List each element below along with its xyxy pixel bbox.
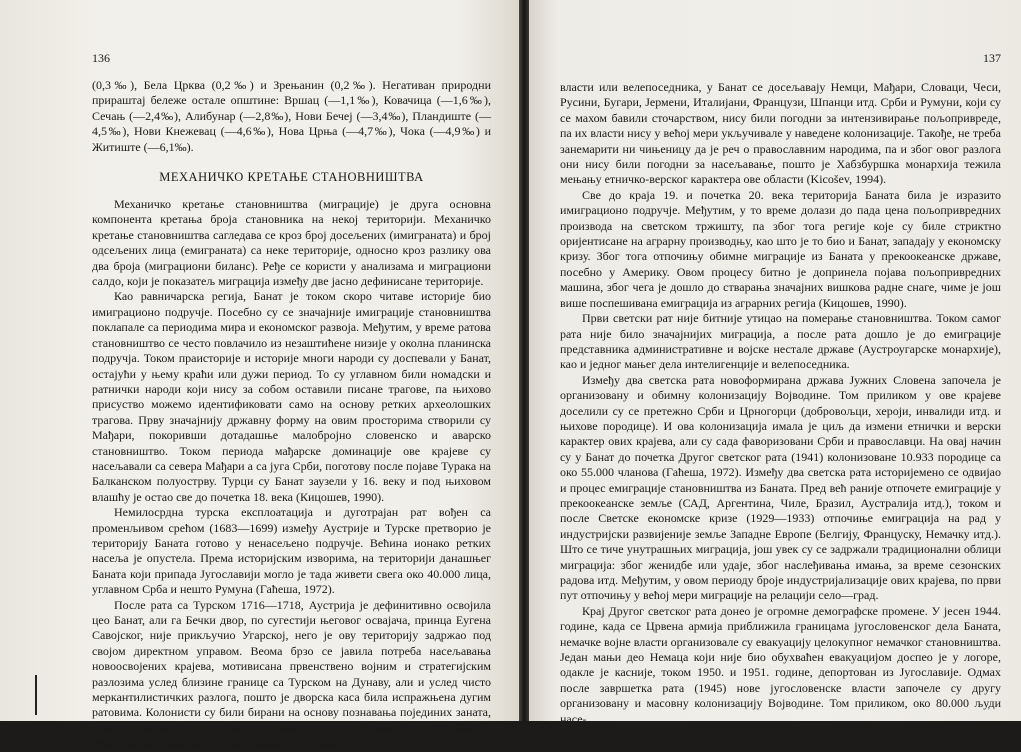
left-page-text xyxy=(92,78,491,752)
paragraph: Крај Другог светског рата донео је огромне демографске промене. У јесен 1944. године, када се Црвена армија приближила границама југословенског дела Баната, немачке војне власти организовале су евакуацију целокупног немачког становништва. Један мањи део Немаца који није био обухваћен евакуацијом доспео је у логоре, одакле је касније, током 1950. и 1951. године, депортован из Југославије. Одмах после завршетка рата (1945) нове југословенске власти започеле су другу организовану и масовну колонизацију Војводине. Том приликом, око 80.000 људи насе- xyxy=(560,603,1001,726)
paragraph: После рата са Турском 1716—1718, Аустрија је дефинитивно освојила цео Банат, али га Бечки двор, по сугестији његовог освајача, принца Еугена Савојског, није прикључио Угарској, него је ову територију задржао под својом директном управом. Веома брзо се јавила потреба насељавања новоосвојених крајева, мотивисана првенствено војним и стратегијским разлозима услед близине границе са Турском на Дунаву, али и услед чисто меркантилистичких разлога, пошто је дворска каса била испражњена дугим ратовима. Колонисти су били бирани на основу познавања појединих занатa, односно вичности пољопривреди или рударству. Током 18. и 19. века, у неколико колонизација организованих од стране xyxy=(92,597,491,751)
page-number-right: 137 xyxy=(983,51,1001,65)
page-number-left: 136 xyxy=(92,51,110,65)
paragraph: власти или велепоседника, у Банат се досељавају Немци, Мађари, Словаци, Чеси, Русини, Бугари, Јермени, Италијани, Французи, Шпанци итд. Срби и Румуни, који су се махом бавили сточарством, нису били погодни за интензивирање пољопривреде, па их власти нису у већој мери укључивале у наведене колонизације. Такође, не треба занемарити ни чињеницу да је реч о православним народима, па и због овог разлога они нису били погодни за насељавање, пошто је Хабзбуршка монархија тежила мењању етничко-верског карактера ове области (Kicošev, 1994). xyxy=(560,80,1001,187)
book-gutter xyxy=(519,0,529,721)
paragraph: Све до краја 19. и почетка 20. века територија Баната била је изразито имиграционо подручје. Међутим, у то време долази до пада цена пољопривредних производа на светском тржишту, па због тога регије које су биле стриктно оријентисане на аграрну производњу, као што је то био и Банат, западају у економску кризу. Због тога отпочињу обимне миграције из Баната у прекоокеанске државе, посебно у Америку. Овом процесу битно је допринела појава пољопривредних машина, због чега је дошло до стварања значајних вишкова радне снаге, чиме је још више поспешивана емиграција из аграрних регија (Кицошев, 1990). xyxy=(560,187,1001,310)
intro-paragraph: (0,3‰), Бела Црква (0,2‰) и Зрењанин (0,2‰). Негативан природни прираштај бележе остале општине: Вршац (—1,1‰), Ковачица (—1,6‰), Сечањ (—2,4‰), Алибунар (—2,8‰), Нови Бечеј (—3,4‰), Пландиште (—4,5‰), Нови Кнежевац (—4,6‰), Нова Црња (—4,7‰), Чока (—4,9‰) и Житиште (—6,1‰). xyxy=(92,78,491,154)
section-heading: МЕХАНИЧКО КРЕТАЊЕ СТАНОВНИШТВА xyxy=(159,170,424,185)
paragraph: Између два светска рата новоформирана држава Јужних Словена започела је организовану и обимну колонизацију Војводине. Том приликом у ове крајеве доселили су се претежно Срби и Црногорци (добровољци, хероји, инвалиди итд. и њихове породице). И ова колонизација имала је циљ да измени етнички и верски карактер ових крајева, али су сада фаворизовани Срби и православци. На овај начин су у Банат до почетка Другог светског рата (1941) колонизоване 10.933 породице са око 55.000 чланова (Гаћеша, 1972). Између два светска рата историјемено се одвијао и процес емиграције становништва из Баната. Пред већ раније отпочете емиграције у прекоокеанске земље (САД, Аргентина, Чиле, Бразил, Аустралија итд.), током и после Светске економске кризе (1929—1933) отпочиње емиграција на рад у индустријски развијеније земље Западне Европе (Белгију, Француску, Немачку итд.). Што се тиче унутрашњих миграција, још увек су се задржали традиционални облици миграција: због женидбе или удаје, због наслеђивања имања, за време сезонских радова итд. Међутим, у овом периоду броје индустријализације ових крајева, по први пут отпочињу у већој мери миграције на релацији село—град. xyxy=(560,372,1001,603)
right-page xyxy=(529,0,1021,726)
right-page-text xyxy=(560,80,1001,727)
paragraph: Механичко кретање становништва (миграције) је друга основна компонента кретања броја становника на некој територији. Механичко кретање становништва сагледава се кроз број досељених (имиграната) и број одсељених лица (емиграната) са неке територије, односно кроз разлику ова два броја (миграциони биланс). Ређе се користи у анализама и миграциони салдо, који је показатељ миграција између две јасно дефинисане територије. xyxy=(92,197,491,289)
paragraph: Немилосрдна турска експлоатација и дуготрајан рат вођен са променљивом срећом (1683—1699) између Аустрије и Турске претворио је територију Баната готово у ненасељено подручје. Већина ионако ретких насеља је опустела. Према историјским изворима, на територији данашњег Баната који припада Југославији могло је тада живети свега око 40.000 лица, углавном Срба и нешто Румуна (Гаћеша, 1972). xyxy=(92,505,491,597)
bookmark-ribbon xyxy=(35,675,37,715)
paragraph: Први светски рат није битније утицао на померање становништва. Током самог рата није било значајнијих миграција, а после рата дошло је до емиграције представника административне и војске нестале државе (Аустроугарске монархије), као и једног мањег дела интелигенције и велепоседника. xyxy=(560,311,1001,372)
paragraph: Као равничарска регија, Банат је током скоро читаве историје био имиграционо подручје. Посебно су се значајније имиграције становништва поклапале са периодима мира и економског развоја. Међутим, у време ратова становништво се често повлачило из незаштићене низије у околна планинска подручја. Током праисторије и историје многи народи су доспевали у Банат, остајући у њему краћи или дужи период. То су углавном били номадски и ратнички народи који нису за собом оставили писане трагове, па њихово присуство можемо идентификовати само на основу ретких археолошких трагова. Прву значајнију државну форму на овим просторима створили су Мађари, покоривши дотадашње малобројно словенско и аварско становништво. Током периода мађарске доминације ове крајеве су насељавали са севера Мађари а са југа Срби, поготову после појаве Турака на Балканском полуострву. Турци су Банат заузели у 16. веку и под њиховом влашћу је остао све до почетка 18. века (Кицошев, 1990). xyxy=(92,289,491,504)
